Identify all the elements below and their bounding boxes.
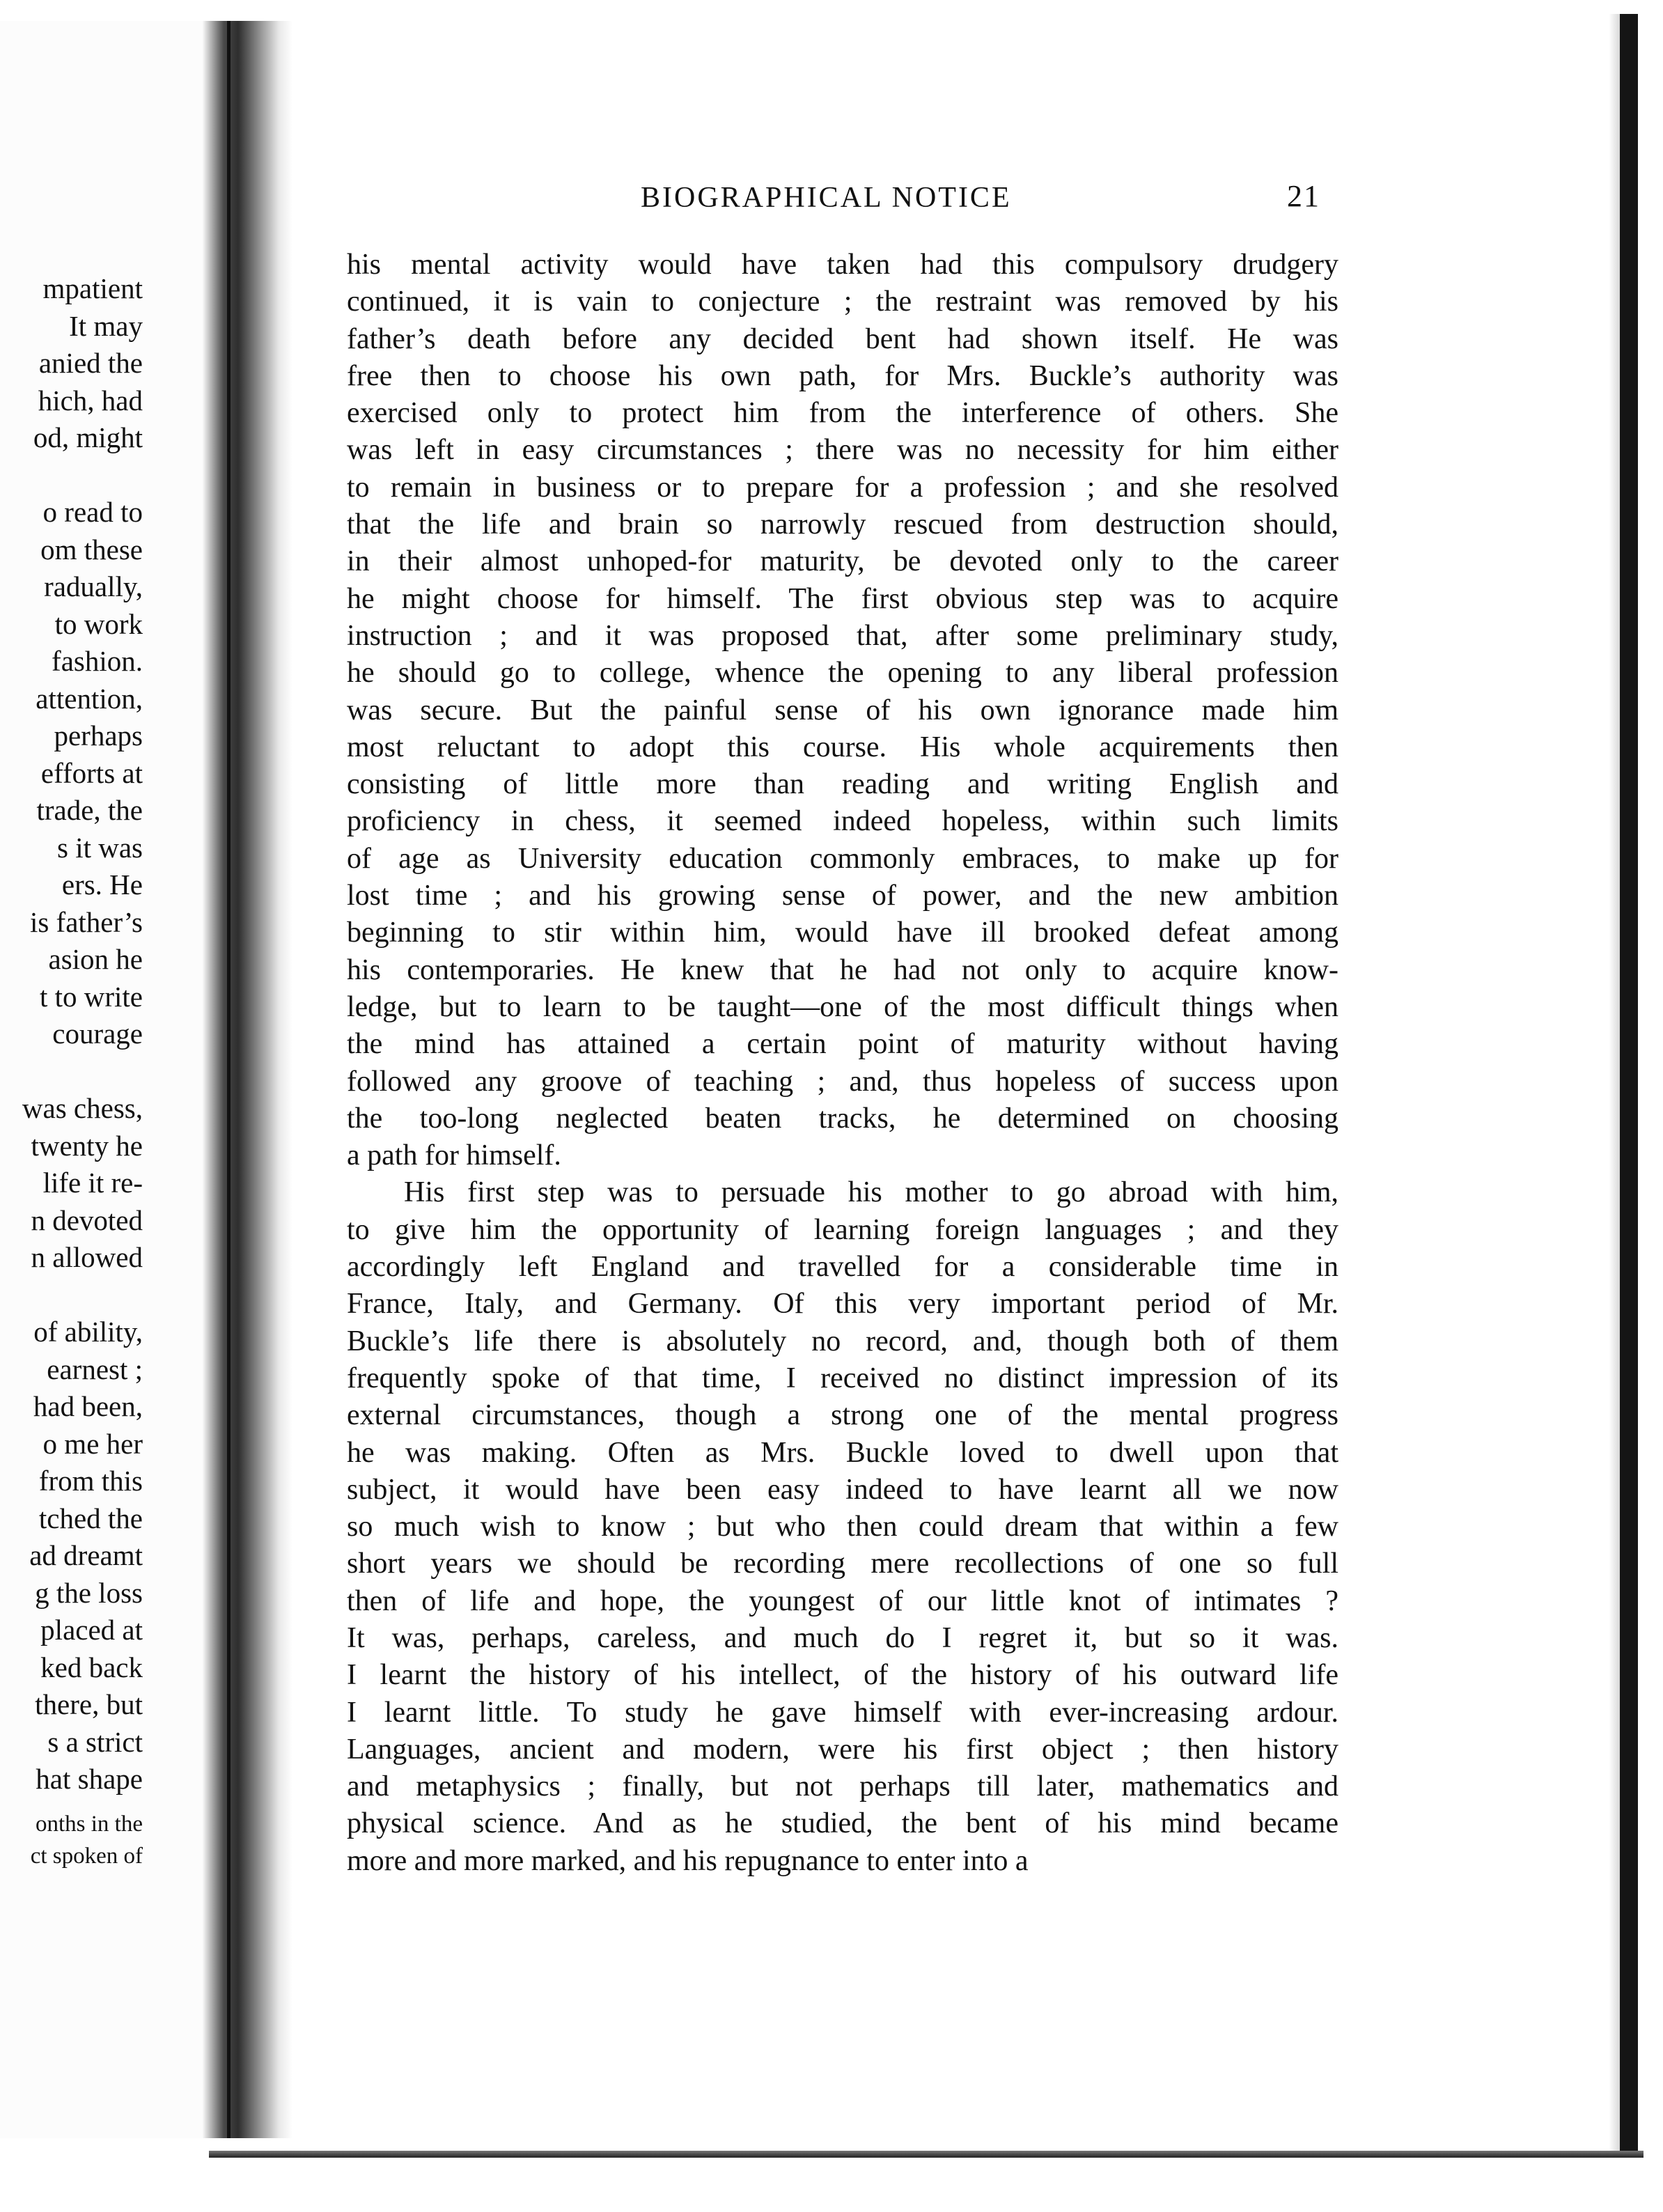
body-line: instruction ; and it was proposed that, after some preliminary study, bbox=[347, 619, 1338, 652]
body-line: His first step was to persuade his mother to go abroad with him, bbox=[404, 1176, 1338, 1209]
body-line: was left in easy circumstances ; there was no necessity for him either bbox=[347, 434, 1338, 467]
page-edge-shadow bbox=[1620, 14, 1638, 2166]
left-page-line: there, but bbox=[35, 1688, 143, 1720]
bottom-page-edge bbox=[209, 2151, 1644, 2158]
body-line: beginning to stir within him, would have ill brooked defeat among bbox=[347, 917, 1338, 949]
body-line: was secure. But the painful sense of his own ignorance made him bbox=[347, 694, 1338, 726]
body-line: a path for himself. bbox=[347, 1139, 561, 1172]
paragraph-gap bbox=[0, 457, 143, 494]
body-line: the too-long neglected beaten tracks, he determined on choosing bbox=[347, 1102, 1338, 1135]
left-page-line: is father’s bbox=[29, 905, 143, 938]
left-page-line: fashion. bbox=[52, 645, 143, 677]
left-page-line: courage bbox=[52, 1018, 143, 1050]
body-line: he might choose for himself. The first obvious step was to acquire bbox=[347, 582, 1338, 615]
left-page-line: was chess, bbox=[22, 1092, 143, 1124]
body-line: followed any groove of teaching ; and, thus hopeless of success upon bbox=[347, 1065, 1338, 1098]
body-line: so much wish to know ; but who then could dream that within a few bbox=[347, 1511, 1338, 1543]
footnote-gap bbox=[0, 1798, 143, 1808]
left-page-line: radually, bbox=[44, 570, 143, 602]
body-line: subject, it would have been easy indeed to have learnt all we now bbox=[347, 1473, 1338, 1506]
body-line: most reluctant to adopt this course. His whole acquirements then bbox=[347, 731, 1338, 763]
body-line: his contemporaries. He knew that he had not only to acquire know- bbox=[347, 953, 1338, 986]
left-facing-page bbox=[0, 21, 226, 2138]
left-page-line: efforts at bbox=[40, 756, 143, 789]
body-line: father’s death before any decided bent had shown itself. He was bbox=[347, 322, 1338, 355]
left-page-line: perhaps bbox=[54, 719, 143, 751]
body-line: proficiency in chess, it seemed indeed hopeless, within such limits bbox=[347, 805, 1338, 838]
body-line: he should go to college, whence the opening to any liberal profession bbox=[347, 657, 1338, 690]
left-page-line: om these bbox=[40, 533, 143, 566]
left-page-line: n allowed bbox=[31, 1241, 143, 1273]
left-page-line: tched the bbox=[38, 1502, 143, 1534]
left-page-line: ers. He bbox=[61, 869, 143, 901]
body-line: Languages, ancient and modern, were his first object ; then history bbox=[347, 1733, 1338, 1766]
left-page-line: anied the bbox=[38, 347, 143, 379]
gutter-shadow bbox=[202, 21, 292, 2138]
left-page-line: placed at bbox=[40, 1614, 143, 1646]
body-line: and metaphysics ; finally, but not perhaps till later, mathematics and bbox=[347, 1770, 1338, 1803]
body-line: he was making. Often as Mrs. Buckle loved to dwell upon that bbox=[347, 1436, 1338, 1469]
left-page-line: n devoted bbox=[31, 1204, 143, 1236]
left-page-line: trade, the bbox=[36, 794, 143, 826]
body-line: short years we should be recording mere recollections of one so full bbox=[347, 1548, 1338, 1580]
left-page-footnote-line: onths in the bbox=[36, 1811, 143, 1837]
body-line: the mind has attained a certain point of maturity without having bbox=[347, 1028, 1338, 1061]
paragraph-gap bbox=[0, 1277, 143, 1314]
page-edge-highlight bbox=[1609, 14, 1620, 2166]
left-page-line: to work bbox=[54, 607, 143, 640]
paragraph-gap bbox=[0, 1053, 143, 1091]
body-line: I learnt the history of his intellect, of the history of his outward life bbox=[347, 1659, 1338, 1692]
left-page-line: t to write bbox=[39, 980, 143, 1013]
body-line: Buckle’s life there is absolutely no record, and, though both of them bbox=[347, 1325, 1338, 1357]
left-page-line: od, might bbox=[33, 421, 143, 453]
left-page-line: s it was bbox=[57, 831, 143, 864]
left-page-text bbox=[0, 270, 143, 1872]
body-line: to remain in business or to prepare for a profession ; and she resolved bbox=[347, 471, 1338, 504]
left-page-line: life it re- bbox=[42, 1167, 143, 1199]
body-line: of age as University education commonly embraces, to make up for bbox=[347, 842, 1338, 875]
body-line: It was, perhaps, careless, and much do I regret it, but so it was. bbox=[347, 1621, 1338, 1654]
left-page-line: attention, bbox=[36, 682, 143, 715]
body-text bbox=[347, 247, 1338, 1880]
left-page-line: twenty he bbox=[31, 1129, 143, 1162]
body-line: to give him the opportunity of learning foreign languages ; and they bbox=[347, 1213, 1338, 1246]
running-head: BIOGRAPHICAL NOTICE bbox=[641, 182, 1012, 214]
body-line: frequently spoke of that time, I received no distinct impression of its bbox=[347, 1362, 1338, 1394]
body-line: more and more marked, and his repugnance to enter into a bbox=[347, 1844, 1029, 1877]
left-page-line: had been, bbox=[33, 1390, 143, 1422]
body-line: free then to choose his own path, for Mrs. Buckle’s authority was bbox=[347, 359, 1338, 392]
left-page-line: o read to bbox=[42, 496, 143, 528]
body-line: consisting of little more than reading and writing English and bbox=[347, 768, 1338, 801]
left-page-line: ked back bbox=[40, 1651, 143, 1683]
body-line: physical science. And as he studied, the bent of his mind became bbox=[347, 1807, 1338, 1840]
spine-edge bbox=[227, 21, 231, 2138]
body-line: external circumstances, though a strong one of the mental progress bbox=[347, 1399, 1338, 1432]
left-page-line: of ability, bbox=[33, 1316, 143, 1348]
left-page-line: ad dreamt bbox=[29, 1539, 143, 1571]
left-page-line: asion he bbox=[48, 943, 143, 975]
left-page-line: hat shape bbox=[36, 1763, 143, 1795]
left-page-line: It may bbox=[69, 309, 143, 342]
body-line: in their almost unhoped-for maturity, be devoted only to the career bbox=[347, 545, 1338, 578]
body-line: France, Italy, and Germany. Of this very important period of Mr. bbox=[347, 1288, 1338, 1321]
body-line: then of life and hope, the youngest of our little knot of intimates ? bbox=[347, 1584, 1338, 1617]
left-page-line: earnest ; bbox=[47, 1353, 143, 1385]
left-page-line: g the loss bbox=[35, 1576, 143, 1609]
left-page-line: o me her bbox=[42, 1427, 143, 1460]
body-line: exercised only to protect him from the interference of others. She bbox=[347, 397, 1338, 430]
left-page-line: hich, had bbox=[38, 384, 143, 416]
body-line: I learnt little. To study he gave himself with ever-increasing ardour. bbox=[347, 1696, 1338, 1729]
body-line: that the life and brain so narrowly rescued from destruction should, bbox=[347, 508, 1338, 541]
left-page-line: mpatient bbox=[42, 272, 143, 304]
body-line: accordingly left England and travelled for a considerable time in bbox=[347, 1251, 1338, 1284]
left-page-line: s a strict bbox=[47, 1725, 143, 1758]
body-line: his mental activity would have taken had this compulsory drudgery bbox=[347, 249, 1338, 281]
left-page-footnote-line: ct spoken of bbox=[30, 1843, 143, 1869]
body-line: ledge, but to learn to be taught—one of the most difficult things when bbox=[347, 990, 1338, 1023]
scan-background bbox=[0, 2158, 1663, 2212]
body-line: lost time ; and his growing sense of power, and the new ambition bbox=[347, 880, 1338, 912]
body-line: continued, it is vain to conjecture ; the restraint was removed by his bbox=[347, 286, 1338, 318]
page-number: 21 bbox=[1287, 179, 1320, 213]
left-page-line: from this bbox=[38, 1465, 143, 1497]
